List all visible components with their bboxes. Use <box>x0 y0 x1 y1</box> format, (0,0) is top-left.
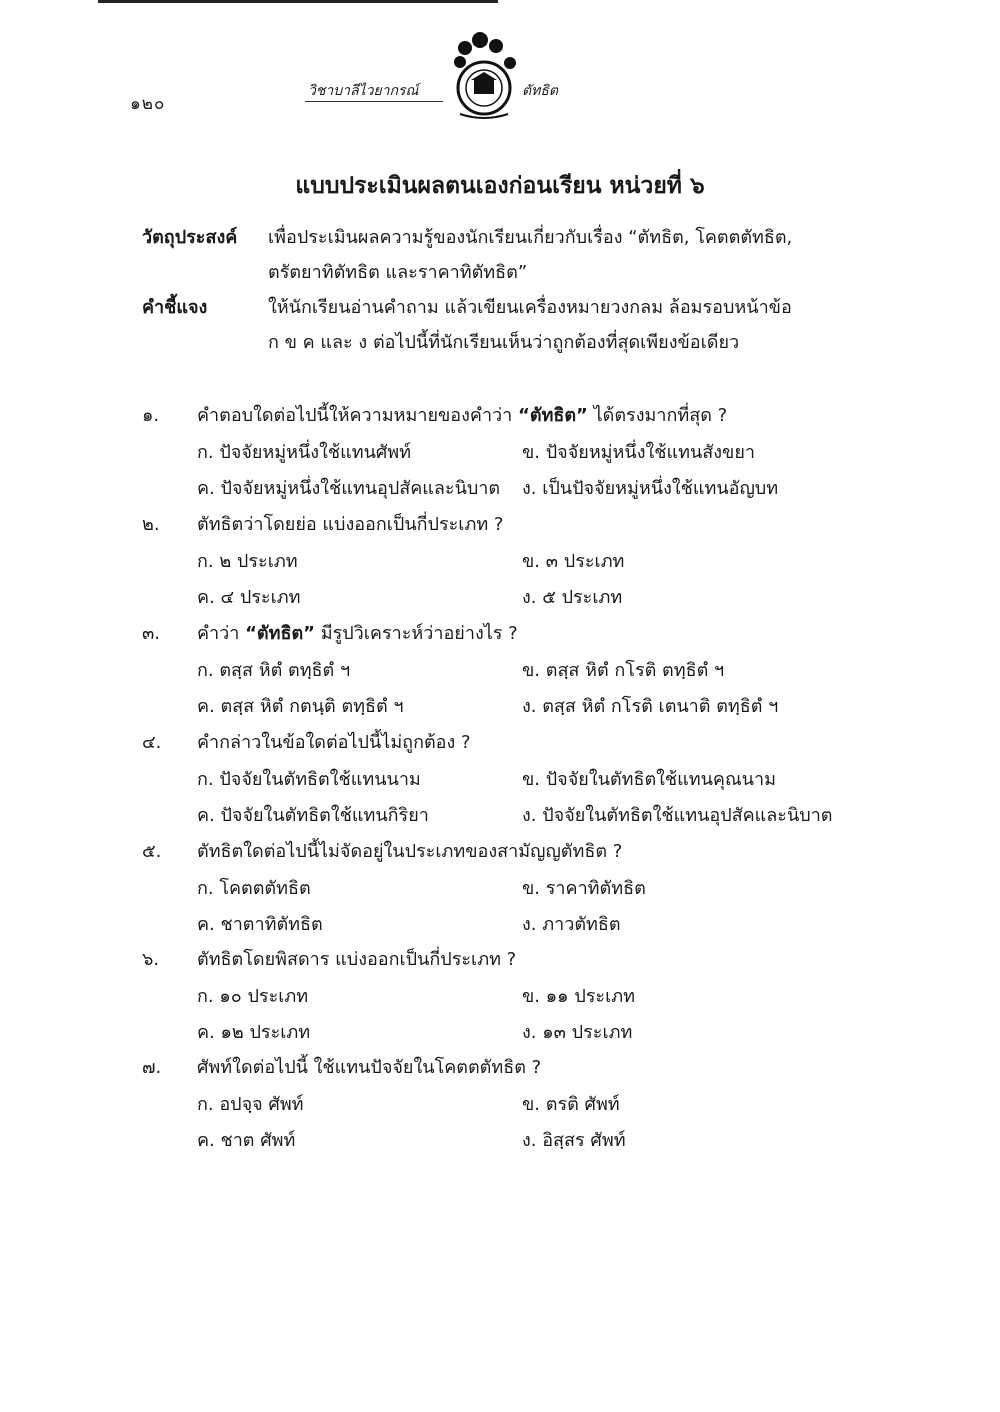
bold-term: “ตัทธิต” <box>518 405 588 426</box>
option-b: ข. ราคาทิตัทธิต <box>522 878 646 899</box>
university-seal-logo <box>438 30 528 122</box>
option-a: ก. ตสฺส หิตํ ตทฺธิตํ ฯ <box>197 660 351 681</box>
option-c: ค. ชาตาทิตัทธิต <box>197 914 323 935</box>
option-a: ก. ปัจจัยหมู่หนึ่งใช้แทนศัพท์ <box>197 442 412 463</box>
option-a: ก. ๒ ประเภท <box>197 551 298 572</box>
option-d: ง. ตสฺส หิตํ กโรติ เตนาติ ตทฺธิตํ ฯ <box>522 696 779 717</box>
question-text: ศัพท์ใดต่อไปนี้ ใช้แทนปัจจัยในโคตตตัทธิต ? <box>197 1057 542 1078</box>
question-2 <box>0 509 1000 545</box>
option-b: ข. ปัจจัยหมู่หนึ่งใช้แทนสังขยา <box>522 442 756 463</box>
objective-line-2: ตรัตยาทิตัทธิต และราคาทิตัทธิต” <box>268 262 528 283</box>
question-number: ๑. <box>142 405 160 426</box>
option-d: ง. ๕ ประเภท <box>522 587 623 608</box>
question-text: คำกล่าวในข้อใดต่อไปนี้ไม่ถูกต้อง ? <box>197 732 471 753</box>
option-b: ข. ตรติ ศัพท์ <box>522 1094 620 1115</box>
objective-line-1: เพื่อประเมินผลความรู้ของนักเรียนเกี่ยวกับเรื่อง “ตัทธิต, โคตตตัทธิต, <box>268 227 793 248</box>
question-4 <box>0 727 1000 763</box>
option-d: ง. ภาวตัทธิต <box>522 914 621 935</box>
question-number: ๔. <box>142 732 162 753</box>
option-c: ค. ๔ ประเภท <box>197 587 301 608</box>
question-number: ๕. <box>142 841 162 862</box>
option-b: ข. ปัจจัยในตัทธิตใช้แทนคุณนาม <box>522 769 776 790</box>
option-c: ค. ปัจจัยในตัทธิตใช้แทนกิริยา <box>197 805 429 826</box>
option-b: ข. ตสฺส หิตํ กโรติ ตทฺธิตํ ฯ <box>522 660 725 681</box>
option-d: ง. ๑๓ ประเภท <box>522 1022 633 1043</box>
question-number: ๗. <box>142 1057 162 1078</box>
option-d: ง. อิสฺสร ศัพท์ <box>522 1130 626 1151</box>
question-text: ตัทธิตใดต่อไปนี้ไม่จัดอยู่ในประเภทของสามัญญตัทธิต ? <box>197 841 623 862</box>
question-5 <box>0 836 1000 872</box>
question-text: ตัทธิตโดยพิสดาร แบ่งออกเป็นกี่ประเภท ? <box>197 949 517 970</box>
question-7 <box>0 1052 1000 1088</box>
option-b: ข. ๓ ประเภท <box>522 551 625 572</box>
option-a: ก. ปัจจัยในตัทธิตใช้แทนนาม <box>197 769 421 790</box>
option-d: ง. ปัจจัยในตัทธิตใช้แทนอุปสัคและนิบาต <box>522 805 833 826</box>
running-header-subject: วิชาบาลีไวยากรณ์ <box>308 83 419 99</box>
question-text: คำตอบใดต่อไปนี้ให้ความหมายของคำว่า “ตัทธิต” ได้ตรงมากที่สุด ? <box>197 405 728 426</box>
instruction-label: คำชี้แจง <box>142 297 208 318</box>
question-6 <box>0 944 1000 980</box>
option-c: ค. ชาต ศัพท์ <box>197 1130 296 1151</box>
bold-term: “ตัทธิต” <box>245 623 315 644</box>
question-number: ๖. <box>142 949 160 970</box>
option-c: ค. ๑๒ ประเภท <box>197 1022 311 1043</box>
option-a: ก. อปจฺจ ศัพท์ <box>197 1094 304 1115</box>
running-header-topic: ตัทธิต <box>522 83 558 99</box>
option-c: ค. ตสฺส หิตํ กตนฺติ ตทฺธิตํ ฯ <box>197 696 404 717</box>
header-underline <box>305 101 443 102</box>
option-a: ก. ๑๐ ประเภท <box>197 986 309 1007</box>
question-text: คำว่า “ตัทธิต” มีรูปวิเคราะห์ว่าอย่างไร ? <box>197 623 518 644</box>
option-d: ง. เป็นปัจจัยหมู่หนึ่งใช้แทนอัญบท <box>522 478 779 499</box>
question-number: ๓. <box>142 623 161 644</box>
question-3 <box>0 618 1000 654</box>
question-text: ตัทธิตว่าโดยย่อ แบ่งออกเป็นกี่ประเภท ? <box>197 514 504 535</box>
top-rule <box>98 0 498 3</box>
option-c: ค. ปัจจัยหมู่หนึ่งใช้แทนอุปสัคและนิบาต <box>197 478 501 499</box>
option-a: ก. โคตตตัทธิต <box>197 878 311 899</box>
question-1 <box>0 400 1000 436</box>
instruction-line-1: ให้นักเรียนอ่านคำถาม แล้วเขียนเครื่องหมายวงกลม ล้อมรอบหน้าข้อ <box>268 297 792 318</box>
question-number: ๒. <box>142 514 160 535</box>
objective-label: วัตถุประสงค์ <box>142 227 238 248</box>
option-b: ข. ๑๑ ประเภท <box>522 986 635 1007</box>
page-title: แบบประเมินผลตนเองก่อนเรียน หน่วยที่ ๖ <box>295 173 705 199</box>
page-number: ๑๒๐ <box>130 94 166 114</box>
instruction-line-2: ก ข ค และ ง ต่อไปนี้ที่นักเรียนเห็นว่าถูกต้องที่สุดเพียงข้อเดียว <box>268 332 740 353</box>
